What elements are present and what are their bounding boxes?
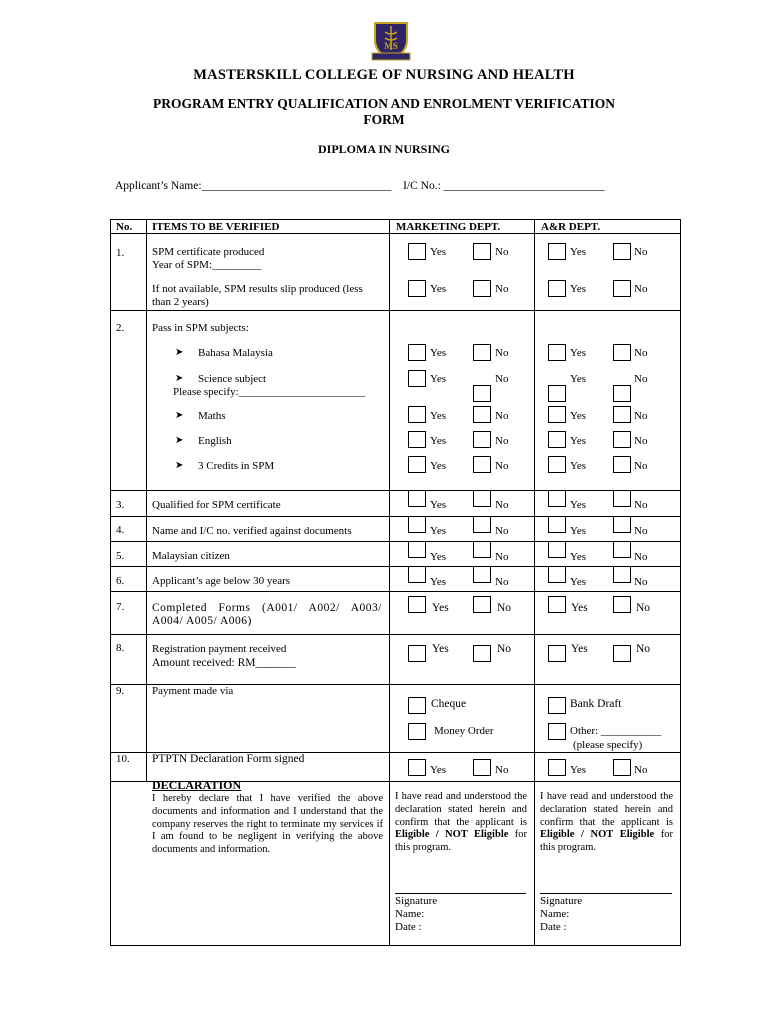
marketing-no-checkbox[interactable] xyxy=(473,490,491,507)
yes-label: Yes xyxy=(570,435,587,447)
marketing-yes-checkbox[interactable] xyxy=(408,759,426,776)
marketing-yes-checkbox[interactable] xyxy=(408,541,426,558)
cheque-label: Cheque xyxy=(431,698,467,710)
arrow-bullet-icon: ➤ xyxy=(175,410,184,421)
ar-yes-checkbox[interactable] xyxy=(548,759,566,776)
ar-no-checkbox[interactable] xyxy=(613,759,631,776)
ar-no-checkbox[interactable] xyxy=(613,431,631,448)
col-header-ar: A&R DEPT. xyxy=(541,221,601,233)
marketing-yes-checkbox[interactable] xyxy=(408,370,426,387)
item-science-subject: Science subject xyxy=(198,373,267,385)
ar-no-checkbox[interactable] xyxy=(613,344,631,361)
college-name: MASTERSKILL COLLEGE OF NURSING AND HEALTH xyxy=(193,67,575,83)
marketing-no-checkbox[interactable] xyxy=(473,596,491,613)
item-qualified-spm: Qualified for SPM certificate xyxy=(152,499,281,511)
marketing-no-checkbox[interactable] xyxy=(473,406,491,423)
marketing-no-checkbox[interactable] xyxy=(473,759,491,776)
ar-date-label: Date : xyxy=(540,921,567,933)
yes-label: Yes xyxy=(430,283,447,295)
ar-no-checkbox[interactable] xyxy=(613,280,631,297)
marketing-yes-checkbox[interactable] xyxy=(408,566,426,583)
yes-label: Yes xyxy=(432,602,449,614)
ar-yes-checkbox[interactable] xyxy=(548,566,566,583)
no-label: No xyxy=(495,551,509,563)
marketing-no-checkbox[interactable] xyxy=(473,516,491,533)
item-science-specify[interactable]: Please specify:_______________________ xyxy=(173,386,366,398)
item-english: English xyxy=(198,435,232,447)
row-number: 10. xyxy=(116,753,130,765)
marketing-signature-line[interactable] xyxy=(395,893,526,894)
marketing-yes-checkbox[interactable] xyxy=(408,596,426,613)
college-crest-logo xyxy=(366,20,416,62)
ar-signature-line[interactable] xyxy=(540,893,672,894)
marketing-no-checkbox[interactable] xyxy=(473,385,491,402)
col-header-no: No. xyxy=(116,221,133,233)
ar-no-checkbox[interactable] xyxy=(613,406,631,423)
item-year-of-spm: Year of SPM:_________ xyxy=(152,259,262,271)
item-spm-results-slip: If not available, SPM results slip produced (less than 2 years) xyxy=(152,283,363,308)
yes-label: Yes xyxy=(571,643,588,655)
row-number: 8. xyxy=(116,642,125,654)
no-label: No xyxy=(634,576,648,588)
yes-label: Yes xyxy=(570,460,587,472)
ar-yes-checkbox[interactable] xyxy=(548,645,566,662)
arrow-bullet-icon: ➤ xyxy=(175,460,184,471)
ar-yes-checkbox[interactable] xyxy=(548,516,566,533)
applicant-name-field[interactable]: _________________________________ xyxy=(201,180,392,192)
applicant-name-label: Applicant’s Name: xyxy=(115,180,202,192)
ar-yes-checkbox[interactable] xyxy=(548,406,566,423)
row-number: 3. xyxy=(116,499,125,511)
ar-confirmation: I have read and understood the declaration stated herein and confirm that the applicant is Eligible / NOT Eligible for this program. xyxy=(540,791,674,854)
marketing-yes-checkbox[interactable] xyxy=(408,431,426,448)
yes-label: Yes xyxy=(570,283,587,295)
ar-no-checkbox[interactable] xyxy=(613,645,631,662)
col-header-marketing: MARKETING DEPT. xyxy=(396,221,501,233)
no-label: No xyxy=(634,764,648,776)
marketing-no-checkbox[interactable] xyxy=(473,541,491,558)
yes-label: Yes xyxy=(570,373,587,385)
item-spm-certificate: SPM certificate produced xyxy=(152,246,265,258)
yes-label: Yes xyxy=(571,602,588,614)
item-maths: Maths xyxy=(198,410,226,422)
item-malaysian-citizen: Malaysian citizen xyxy=(152,550,230,562)
yes-label: Yes xyxy=(570,576,587,588)
no-label: No xyxy=(497,643,512,655)
marketing-no-checkbox[interactable] xyxy=(473,243,491,260)
no-label: No xyxy=(634,373,648,385)
ar-yes-checkbox[interactable] xyxy=(548,541,566,558)
ic-label: I/C No.: xyxy=(403,180,441,192)
money-order-checkbox[interactable] xyxy=(408,723,426,740)
ar-yes-checkbox[interactable] xyxy=(548,280,566,297)
no-label: No xyxy=(495,576,509,588)
marketing-yes-checkbox[interactable] xyxy=(408,280,426,297)
no-label: No xyxy=(495,435,509,447)
marketing-date-label: Date : xyxy=(395,921,422,933)
ar-no-checkbox[interactable] xyxy=(613,456,631,473)
arrow-bullet-icon: ➤ xyxy=(175,435,184,446)
yes-label: Yes xyxy=(570,347,587,359)
marketing-no-checkbox[interactable] xyxy=(473,456,491,473)
ar-yes-checkbox[interactable] xyxy=(548,490,566,507)
ar-signature-label: Signature xyxy=(540,895,583,907)
marketing-yes-checkbox[interactable] xyxy=(408,344,426,361)
ar-no-checkbox[interactable] xyxy=(613,541,631,558)
marketing-yes-checkbox[interactable] xyxy=(408,645,426,662)
no-label: No xyxy=(495,764,509,776)
no-label: No xyxy=(634,246,648,258)
program-name: DIPLOMA IN NURSING xyxy=(317,142,450,156)
form-title: PROGRAM ENTRY QUALIFICATION AND ENROLMENT VERIFICATION FORM xyxy=(153,96,615,127)
item-completed-forms: Completed Forms (A001/ A002/ A003/ A004/ A005/ A006) xyxy=(152,602,382,627)
no-label: No xyxy=(497,602,512,614)
ar-no-checkbox[interactable] xyxy=(613,566,631,583)
item-name-ic-verified: Name and I/C no. verified against documents xyxy=(152,525,352,537)
item-pass-spm-subjects: Pass in SPM subjects: xyxy=(152,322,249,334)
yes-label: Yes xyxy=(432,643,449,655)
no-label: No xyxy=(634,551,648,563)
item-bahasa-malaysia: Bahasa Malaysia xyxy=(198,347,273,359)
row-number: 5. xyxy=(116,550,125,562)
yes-label: Yes xyxy=(570,764,587,776)
other-label[interactable]: Other: ___________ xyxy=(570,725,662,737)
no-label: No xyxy=(495,499,509,511)
marketing-yes-checkbox[interactable] xyxy=(408,243,426,260)
yes-label: Yes xyxy=(430,347,447,359)
yes-label: Yes xyxy=(430,435,447,447)
no-label: No xyxy=(634,410,648,422)
yes-label: Yes xyxy=(570,410,587,422)
row-number: 6. xyxy=(116,575,125,587)
declaration-heading: DECLARATION xyxy=(152,778,242,792)
applicant-line xyxy=(115,180,605,192)
item-age-below-30: Applicant’s age below 30 years xyxy=(152,575,291,587)
no-label: No xyxy=(495,347,509,359)
marketing-no-checkbox[interactable] xyxy=(473,280,491,297)
ar-no-checkbox[interactable] xyxy=(613,516,631,533)
marketing-name-label: Name: xyxy=(395,908,425,920)
ic-number-field[interactable]: ____________________________ xyxy=(443,180,605,192)
no-label: No xyxy=(495,373,509,385)
no-label: No xyxy=(495,460,509,472)
yes-label: Yes xyxy=(430,373,447,385)
ar-no-checkbox[interactable] xyxy=(613,490,631,507)
yes-label: Yes xyxy=(430,551,447,563)
ar-no-checkbox[interactable] xyxy=(613,243,631,260)
no-label: No xyxy=(495,246,509,258)
yes-label: Yes xyxy=(570,551,587,563)
no-label: No xyxy=(634,499,648,511)
item-registration-payment: Registration payment received xyxy=(152,643,287,655)
other-specify-note: (please specify) xyxy=(573,739,643,751)
col-header-items: ITEMS TO BE VERIFIED xyxy=(152,221,280,233)
item-ptptn-declaration: PTPTN Declaration Form signed xyxy=(152,753,305,765)
marketing-yes-checkbox[interactable] xyxy=(408,490,426,507)
ar-no-checkbox[interactable] xyxy=(613,385,631,402)
yes-label: Yes xyxy=(570,525,587,537)
row-number: 7. xyxy=(116,601,125,613)
item-payment-made-via: Payment made via xyxy=(152,685,234,697)
ar-yes-checkbox[interactable] xyxy=(548,243,566,260)
row-number: 4. xyxy=(116,524,125,536)
row-number: 1. xyxy=(116,247,125,259)
row-number: 2. xyxy=(116,322,125,334)
yes-label: Yes xyxy=(430,410,447,422)
ar-yes-checkbox[interactable] xyxy=(548,431,566,448)
arrow-bullet-icon: ➤ xyxy=(175,373,184,384)
bank-draft-checkbox[interactable] xyxy=(548,697,566,714)
yes-label: Yes xyxy=(430,576,447,588)
marketing-signature-label: Signature xyxy=(395,895,438,907)
no-label: No xyxy=(634,435,648,447)
item-amount-received[interactable]: Amount received: RM_______ xyxy=(152,657,296,669)
marketing-no-checkbox[interactable] xyxy=(473,645,491,662)
yes-label: Yes xyxy=(430,246,447,258)
yes-label: Yes xyxy=(570,246,587,258)
yes-label: Yes xyxy=(430,499,447,511)
no-label: No xyxy=(634,525,648,537)
arrow-bullet-icon: ➤ xyxy=(175,347,184,358)
other-checkbox[interactable] xyxy=(548,723,566,740)
bank-draft-label: Bank Draft xyxy=(570,698,622,710)
yes-label: Yes xyxy=(430,764,447,776)
marketing-yes-checkbox[interactable] xyxy=(408,406,426,423)
no-label: No xyxy=(495,283,509,295)
item-3-credits: 3 Credits in SPM xyxy=(198,460,275,472)
no-label: No xyxy=(636,602,651,614)
ar-no-checkbox[interactable] xyxy=(613,596,631,613)
cheque-checkbox[interactable] xyxy=(408,697,426,714)
ar-yes-checkbox[interactable] xyxy=(548,456,566,473)
ar-yes-checkbox[interactable] xyxy=(548,344,566,361)
marketing-no-checkbox[interactable] xyxy=(473,344,491,361)
yes-label: Yes xyxy=(430,460,447,472)
marketing-yes-checkbox[interactable] xyxy=(408,516,426,533)
money-order-label: Money Order xyxy=(434,725,494,737)
ar-yes-checkbox[interactable] xyxy=(548,596,566,613)
ar-yes-checkbox[interactable] xyxy=(548,385,566,402)
marketing-confirmation: I have read and understood the declaration stated herein and confirm that the applicant is Eligible / NOT Eligible for this program. xyxy=(395,791,528,854)
svg-text:MS: MS xyxy=(384,41,398,51)
yes-label: Yes xyxy=(570,499,587,511)
yes-label: Yes xyxy=(430,525,447,537)
declaration-body: I hereby declare that I have verified the above documents and information and I understand that the company reserves the right to terminate my services if I am found to be negligent in verifying the above documents and information. xyxy=(152,793,383,856)
marketing-yes-checkbox[interactable] xyxy=(408,456,426,473)
ar-name-label: Name: xyxy=(540,908,570,920)
marketing-no-checkbox[interactable] xyxy=(473,566,491,583)
no-label: No xyxy=(495,525,509,537)
no-label: No xyxy=(636,643,651,655)
no-label: No xyxy=(634,347,648,359)
row-number: 9. xyxy=(116,685,125,697)
no-label: No xyxy=(634,283,648,295)
no-label: No xyxy=(634,460,648,472)
marketing-no-checkbox[interactable] xyxy=(473,431,491,448)
no-label: No xyxy=(495,410,509,422)
